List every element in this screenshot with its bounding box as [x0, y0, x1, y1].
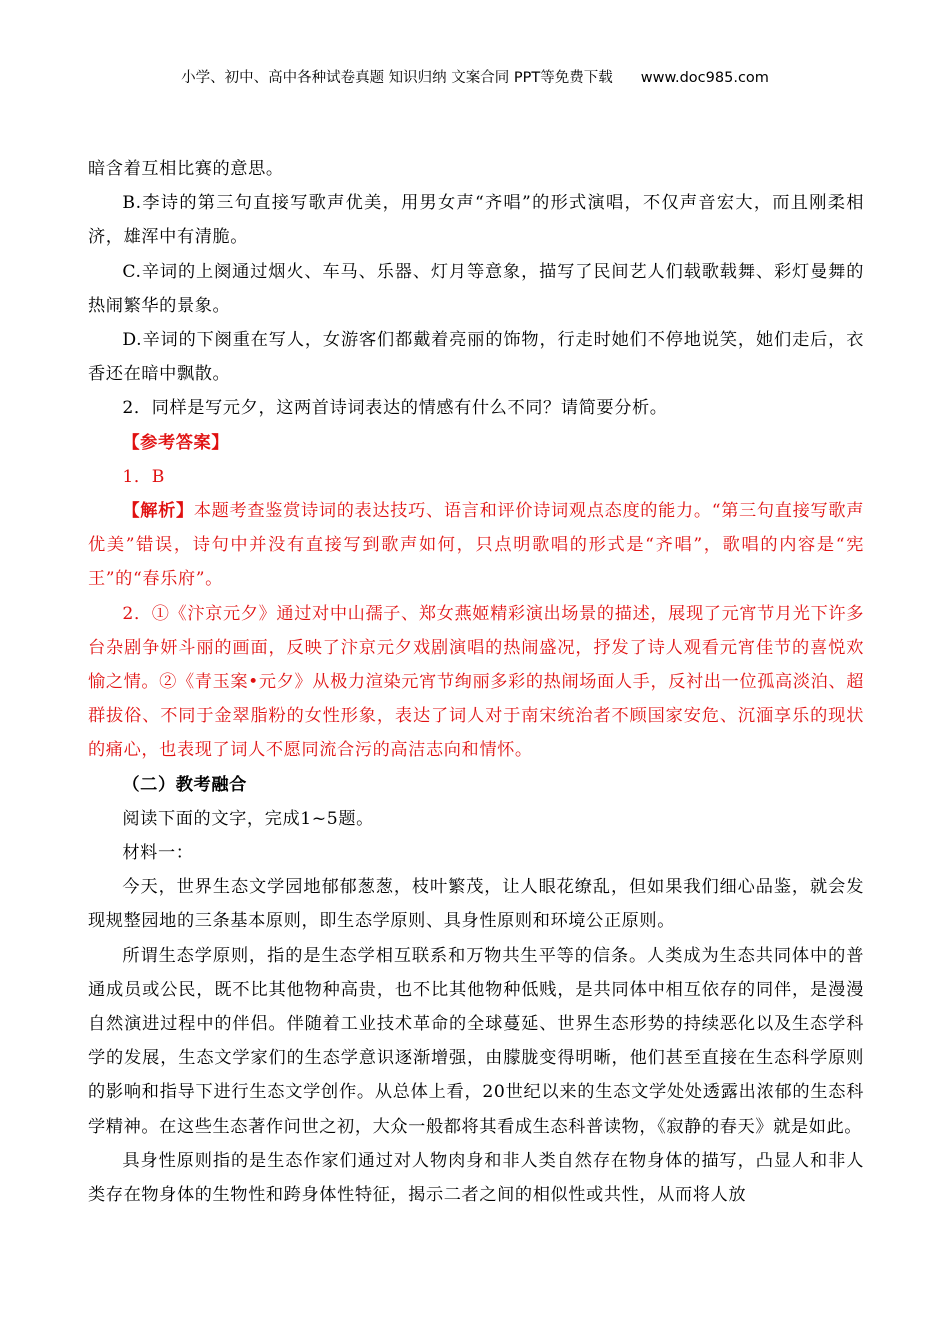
header-site-link[interactable]: www.doc985.com [640, 70, 769, 86]
question-2: 2．同样是写元夕，这两首诗词表达的情感有什么不同？请简要分析。 [122, 398, 668, 419]
material-paragraph-1: 今天，世界生态文学园地郁郁葱葱，枝叶繁茂，让人眼花缭乱，但如果我们细心品鉴，就会发现规整园地的三条基本原则，即生态学原则、具身性原则和环境公正原则。 [88, 877, 864, 932]
document-body [88, 152, 864, 1212]
answer-label: 【参考答案】 [122, 432, 230, 453]
material-label: 材料一： [122, 843, 194, 864]
analysis-label: 【解析】 [122, 501, 194, 522]
material-paragraph-3: 具身性原则指的是生态作家们通过对人物肉身和非人类自然存在物身体的描写，凸显人和非人类存在物身体的生物性和跨身体性特征，揭示二者之间的相似性或共性，从而将人放 [88, 1150, 864, 1206]
option-b: B.李诗的第三句直接写歌声优美，用男女声“齐唱”的形式演唱，不仅声音宏大，而且刚柔相济，雄浑中有清脆。 [88, 193, 864, 248]
analysis-text: 本题考查鉴赏诗词的表达技巧、语言和评价诗词观点态度的能力。“第三句直接写歌声优美”错误，诗句中并没有直接写到歌声如何，只点明歌唱的形式是“齐唱”，歌唱的内容是“宪王”的“春乐府”。 [88, 501, 864, 590]
reading-instruction: 阅读下面的文字，完成1~5题。 [122, 808, 374, 829]
analysis-paragraph [88, 494, 864, 597]
material-paragraph-2: 所谓生态学原则，指的是生态学相互联系和万物共生平等的信条。人类成为生态共同体中的普通成员或公民，既不比其他物种高贵，也不比其他物种低贱，是共同体中相互依存的同伴，是漫漫自然演进过程中的伴侣。伴随着工业技术革命的全球蔓延、世界生态形势的持续恶化以及生态学科学的发展，生态文学家们的生态学意识逐渐增强，由朦胧变得明晰，他们甚至直接在生态科学原则的影响和指导下进行生态文学创作。从总体上看，20世纪以来的生态文学处处透露出浓郁的生态科学精神。在这些生态著作问世之初，大众一般都将其看成生态科普读物，《寂静的春天》就是如此。 [88, 945, 864, 1137]
answer-2: 2．①《汴京元夕》通过对中山孺子、郑女燕姬精彩演出场景的描述，展现了元宵节月光下许多台杂剧争妍斗丽的画面，反映了汴京元夕戏剧演唱的热闹盛况，抒发了诗人观看元宵佳节的喜悦欢愉之情。②《青玉案•元夕》从极力渲染元宵节绚丽多彩的热闹场面人手，反衬出一位孤高淡泊、超群拔俗、不同于金翠脂粉的女性形象，表达了词人对于南宋统治者不顾国家安危、沉湎享乐的现状的痛心，也表现了词人不愿同流合污的高洁志向和情怀。 [88, 603, 864, 761]
header-text: 小学、初中、高中各种试卷真题 知识归纳 文案合同 PPT等免费下载 [181, 70, 613, 86]
option-c: C.辛词的上阕通过烟火、车马、乐器、灯月等意象，描写了民间艺人们载歌载舞、彩灯曼舞的热闹繁华的景象。 [88, 261, 864, 316]
page-header [0, 66, 950, 90]
paragraph-continuation: 暗含着互相比赛的意思。 [88, 159, 284, 179]
section-title: （二）教考融合 [122, 774, 247, 795]
option-d: D.辛词的下阕重在写人，女游客们都戴着亮丽的饰物，行走时她们不停地说笑，她们走后，衣香还在暗中飘散。 [88, 330, 864, 385]
answer-1: 1．B [122, 466, 165, 487]
